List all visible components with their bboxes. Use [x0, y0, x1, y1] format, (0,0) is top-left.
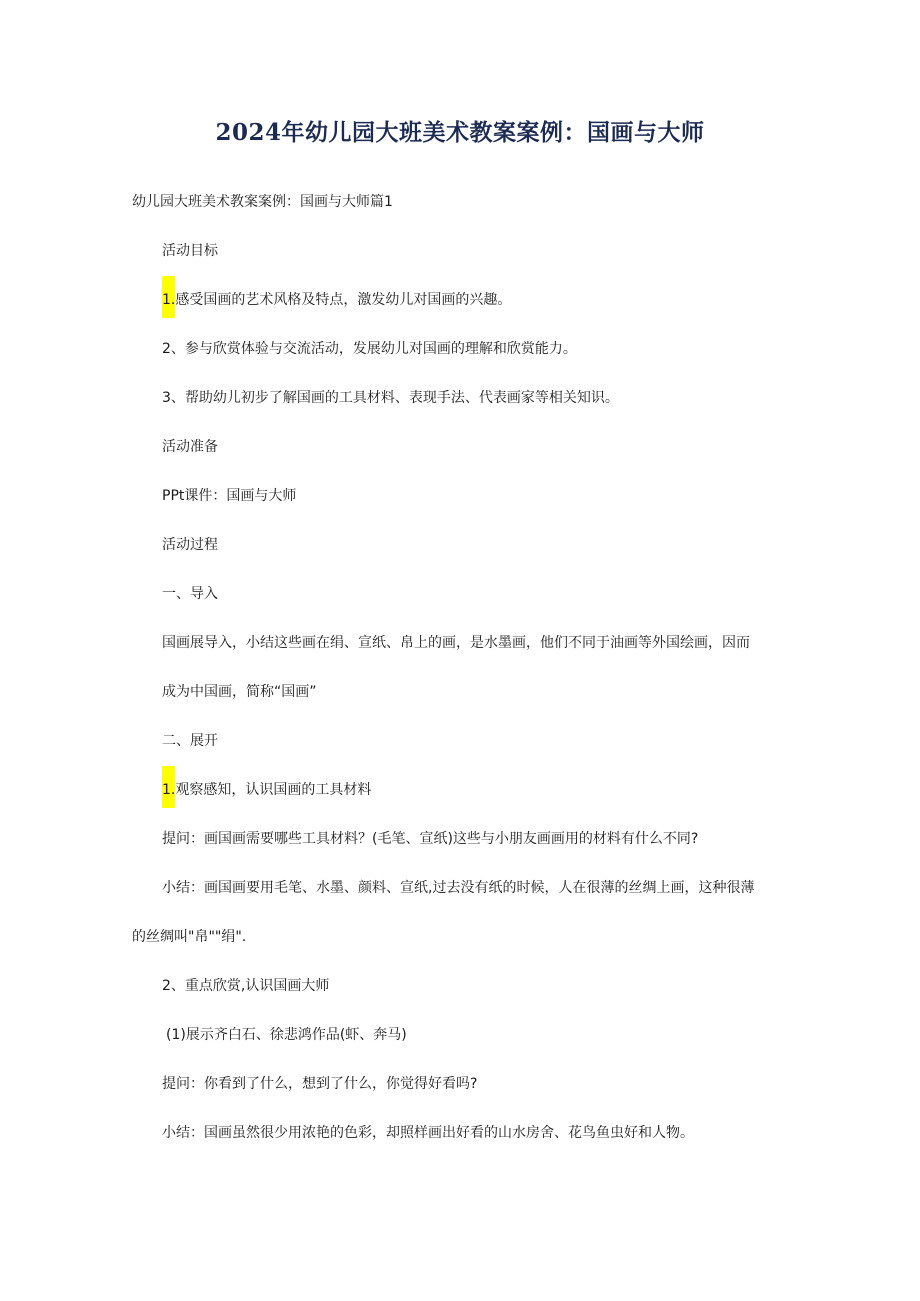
- step-2: 2、重点欣赏,认识国画大师: [162, 978, 330, 994]
- document-title: 2024年幼儿园大班美术教案案例：国画与大师: [215, 119, 705, 146]
- step-1-text: 观察感知，认识国画的工具材料: [175, 782, 372, 798]
- prep-heading: 活动准备: [162, 439, 218, 455]
- goal-3: 3、帮助幼儿初步了解国画的工具材料、表现手法、代表画家等相关知识。: [162, 390, 619, 406]
- summary-2: 小结：国画虽然很少用浓艳的色彩，却照样画出好看的山水房舍、花鸟鱼虫好和人物。: [162, 1125, 694, 1141]
- goal-1-number-highlight: 1.: [162, 276, 175, 318]
- intro-paragraph-line-2: 成为中国画，简称“国画”: [162, 684, 317, 700]
- process-heading: 活动过程: [162, 537, 218, 553]
- question-1: 提问：画国画需要哪些工具材料？(毛笔、宣纸)这些与小朋友画画用的材料有什么不同?: [162, 831, 699, 847]
- step-1: [162, 780, 371, 800]
- sub-item-1: (1)展示齐白石、徐悲鸿作品(虾、奔马): [166, 1027, 407, 1043]
- prep-item: PPt课件：国画与大师: [162, 488, 297, 504]
- step-1-number-highlight: 1.: [162, 766, 175, 808]
- summary-1-line-1: 小结：画国画要用毛笔、水墨、颜料、宣纸,过去没有纸的时候，人在很薄的丝绸上画，这种很薄: [162, 880, 755, 896]
- intro-paragraph-line-1: 国画展导入，小结这些画在绢、宣纸、帛上的画，是水墨画，他们不同于油画等外国绘画，因而: [162, 635, 750, 651]
- part-1-heading: 一、导入: [162, 586, 218, 602]
- goal-2: 2、参与欣赏体验与交流活动，发展幼儿对国画的理解和欣赏能力。: [162, 341, 577, 357]
- summary-1-line-2: 的丝绸叫"帛""绢".: [132, 929, 247, 945]
- section-heading: 幼儿园大班美术教案案例：国画与大师篇1: [132, 194, 393, 210]
- goal-1: [162, 290, 511, 310]
- question-2: 提问：你看到了什么，想到了什么，你觉得好看吗?: [162, 1076, 478, 1092]
- goal-1-text: 感受国画的艺术风格及特点，激发幼儿对国画的兴趣。: [175, 292, 512, 308]
- goals-heading: 活动目标: [162, 243, 218, 259]
- part-2-heading: 二、展开: [162, 733, 218, 749]
